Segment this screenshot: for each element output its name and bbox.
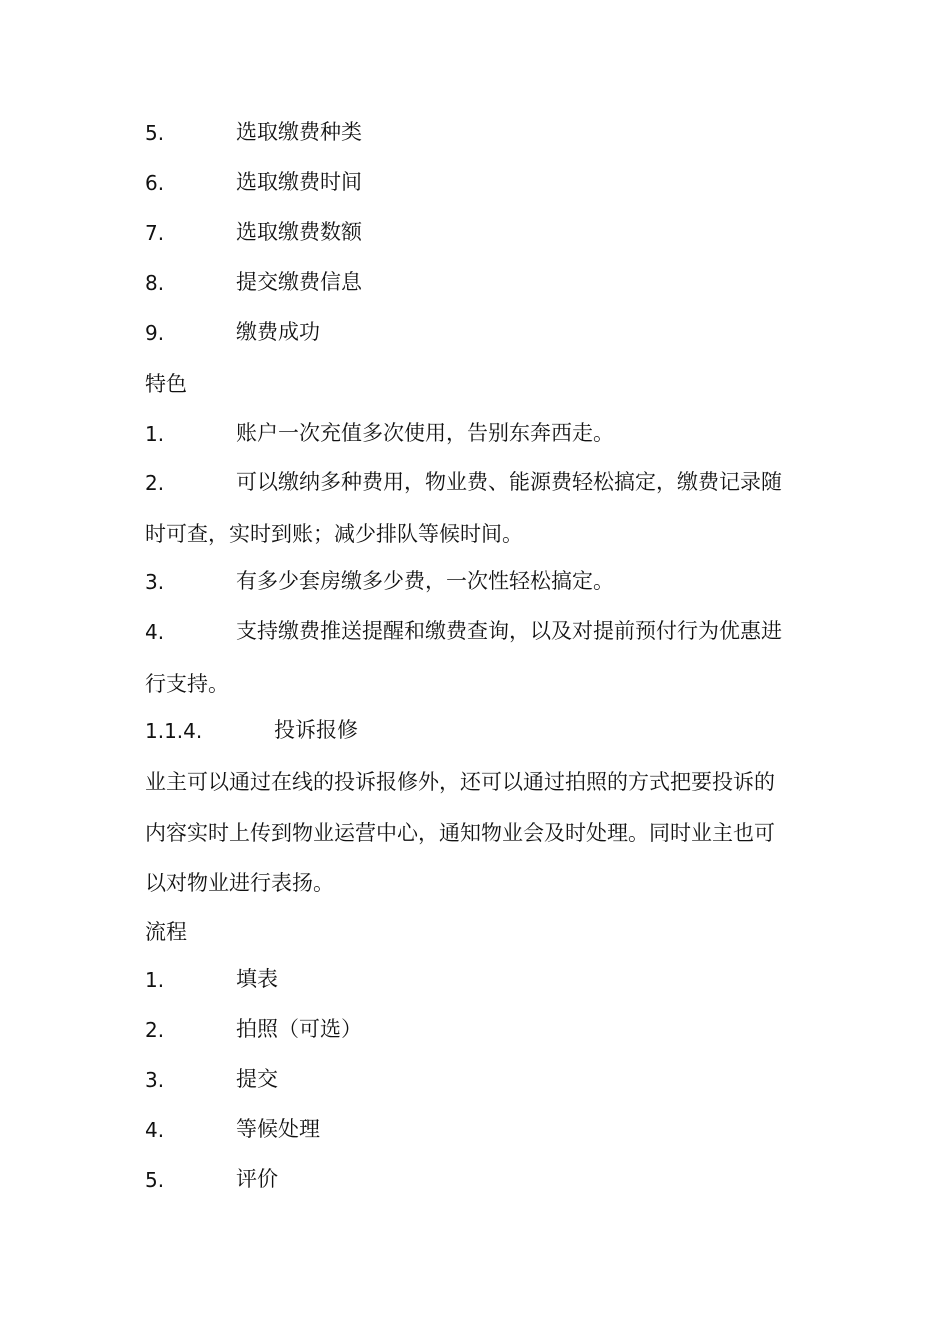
feature-number: 3. <box>145 570 165 594</box>
payment-step-text: 选取缴费种类 <box>236 120 362 144</box>
payment-step-number: 8. <box>145 271 165 295</box>
flow-step-text: 填表 <box>236 967 278 991</box>
flow-step-number: 5. <box>145 1168 165 1192</box>
feature-text: 可以缴纳多种费用，物业费、能源费轻松搞定，缴费记录随 <box>236 470 782 494</box>
feature-number: 4. <box>145 620 165 644</box>
feature-number: 2. <box>145 471 165 495</box>
payment-step-text: 提交缴费信息 <box>236 270 362 294</box>
payment-step-number: 6. <box>145 171 165 195</box>
section-paragraph-line: 内容实时上传到物业运营中心，通知物业会及时处理。同时业主也可 <box>145 821 775 845</box>
section-paragraph-line: 业主可以通过在线的投诉报修外，还可以通过拍照的方式把要投诉的 <box>145 770 775 794</box>
payment-step-number: 9. <box>145 321 165 345</box>
feature-text: 有多少套房缴多少费，一次性轻松搞定。 <box>236 569 614 593</box>
flow-step-number: 2. <box>145 1018 165 1042</box>
flow-step-text: 等候处理 <box>236 1117 320 1141</box>
feature-text-continuation: 时可查，实时到账；减少排队等候时间。 <box>145 522 523 546</box>
flow-step-text: 拍照（可选） <box>236 1017 362 1041</box>
payment-step-text: 选取缴费时间 <box>236 170 362 194</box>
flow-step-text: 提交 <box>236 1067 278 1091</box>
flow-step-number: 4. <box>145 1118 165 1142</box>
feature-text: 支持缴费推送提醒和缴费查询，以及对提前预付行为优惠进 <box>236 619 782 643</box>
flow-step-number: 1. <box>145 968 165 992</box>
features-heading: 特色 <box>145 372 187 396</box>
feature-text-continuation: 行支持。 <box>145 672 229 696</box>
payment-step-number: 7. <box>145 221 165 245</box>
section-number: 1.1.4. <box>145 719 203 743</box>
payment-step-text: 缴费成功 <box>236 320 320 344</box>
payment-step-number: 5. <box>145 121 165 145</box>
feature-number: 1. <box>145 422 165 446</box>
payment-step-text: 选取缴费数额 <box>236 220 362 244</box>
flow-step-number: 3. <box>145 1068 165 1092</box>
flow-step-text: 评价 <box>236 1167 278 1191</box>
flow-heading: 流程 <box>145 920 187 944</box>
feature-text: 账户一次充值多次使用，告别东奔西走。 <box>236 421 614 445</box>
section-title: 投诉报修 <box>274 718 358 742</box>
section-paragraph-line: 以对物业进行表扬。 <box>145 871 334 895</box>
